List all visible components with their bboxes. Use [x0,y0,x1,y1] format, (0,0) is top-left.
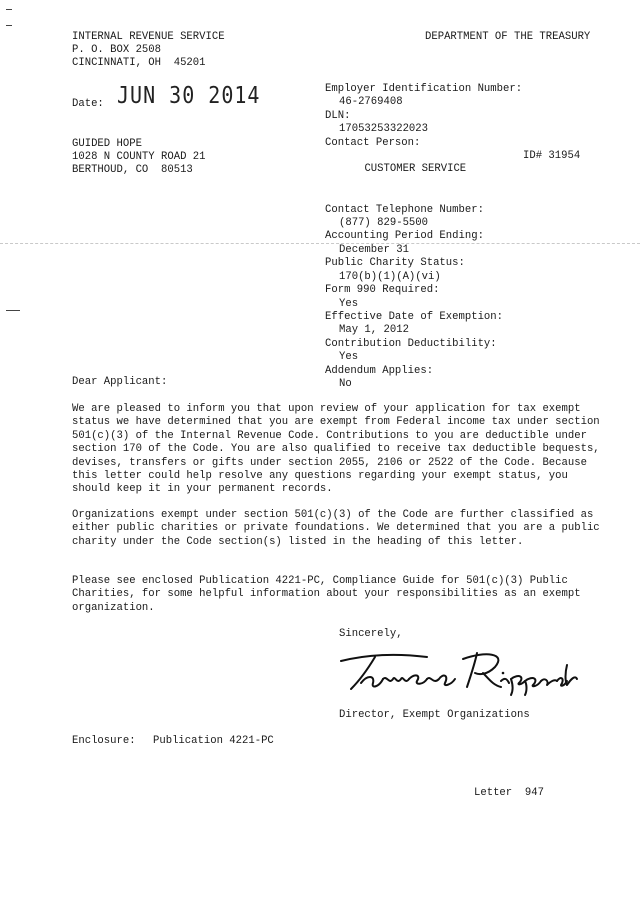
ein-value: 46-2769408 [339,96,403,109]
paragraph-3-text: Please see enclosed Publication 4221-PC, Compliance Guide for 501(c)(3) Public Charities, for some helpful information about your responsibilities as an exempt organization. [72,575,581,614]
paragraph-1 [72,403,612,497]
closing-sincerely: Sincerely, [339,628,403,640]
closing-title: Director, Exempt Organizations [339,709,530,721]
contact-label: Contact Person: [325,136,421,149]
addendum-label: Addendum Applies: [325,364,434,377]
enclosure-item: Publication 4221-PC [153,735,274,747]
form990-label: Form 990 Required: [325,284,440,297]
phone-label: Contact Telephone Number: [325,203,484,216]
recipient-city: BERTHOUD, CO 80513 [72,164,193,176]
contact-id: ID# 31954 [523,150,581,163]
deductibility-label: Contribution Deductibility: [325,337,497,350]
deductibility-value: Yes [339,351,359,364]
period-label: Accounting Period Ending: [325,230,484,243]
paragraph-1-text: We are pleased to inform you that upon review of your application for tax exempt status we have determined that you are exempt from Federal income tax under section 501(c)(3) of the Internal Revenue Code. Contributions to you are deductible under section 170 of the Code. You are also qualified to receive tax deductible bequests, devises, transfers or gifts under section 2055, 2106 or 2522 of the Code. Because this letter could help resolve any questions regarding your exempt status, you should keep it in your permanent records. [72,403,600,496]
recipient-street: 1028 N COUNTY ROAD 21 [72,151,206,163]
scan-mark-top-2 [6,25,12,26]
effective-value: May 1, 2012 [339,324,409,337]
effective-label: Effective Date of Exemption: [325,310,504,323]
scan-fold-line [0,243,640,244]
period-value: December 31 [339,243,409,256]
letterhead-city: CINCINNATI, OH 45201 [72,57,206,69]
contact-name: CUSTOMER SERVICE [364,163,467,176]
letterhead-agency: INTERNAL REVENUE SERVICE [72,31,225,43]
ein-label: Employer Identification Number: [325,83,523,95]
contact-value [325,150,581,204]
dln-value: 17053253322023 [339,123,429,136]
status-value: 170(b)(1)(A)(vi) [339,270,441,283]
date-label: Date: [72,98,104,110]
dln-label: DLN: [325,109,351,122]
phone-value: (877) 829-5500 [339,217,429,230]
status-label: Public Charity Status: [325,257,465,270]
letterhead-po-box: P. O. BOX 2508 [72,44,162,56]
scan-mark-left [6,310,20,311]
letterhead-department: DEPARTMENT OF THE TREASURY [425,31,591,43]
salutation: Dear Applicant: [72,376,168,388]
enclosure-label: Enclosure: [72,735,136,747]
signature [335,645,580,697]
addendum-value: No [339,377,352,390]
date-stamp: JUN 30 2014 [117,81,261,109]
scan-mark-top [6,9,12,10]
recipient-name: GUIDED HOPE [72,138,142,150]
paragraph-3 [72,575,612,615]
paragraph-2 [72,509,612,549]
letter-number: Letter 947 [474,787,544,799]
paragraph-2-text: Organizations exempt under section 501(c)(3) of the Code are further classified as either public charities or private foundations. We determined that you are a public charity under the Code section(s) listed in the heading of this letter. [72,509,600,548]
form990-value: Yes [339,297,359,310]
info-block [325,83,581,391]
